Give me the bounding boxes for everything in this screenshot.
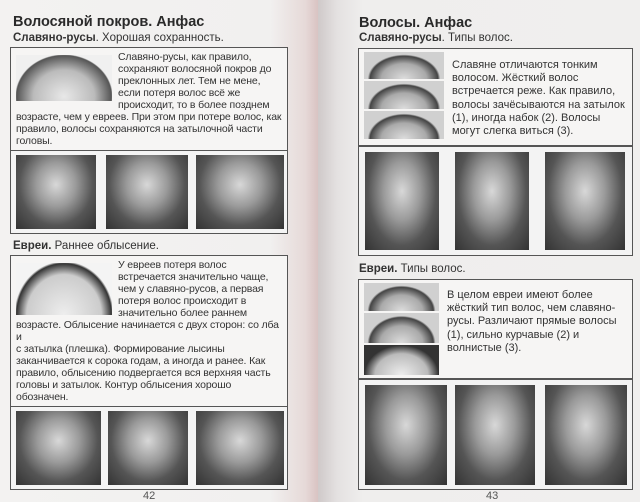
section-desc: . Типы волос. bbox=[441, 32, 513, 44]
photo-row bbox=[10, 407, 288, 490]
body-text: с затылка (плешка). Формирование лысины заканчивается к сорока годам, а иногда и ранее. Как правило, облысению подвергается вся верхняя часть головы и затылок. Контур облысения хорошо обозначен. bbox=[16, 343, 271, 403]
head-illustration bbox=[16, 263, 112, 315]
left-page bbox=[0, 0, 318, 502]
page-number: 42 bbox=[143, 490, 156, 502]
body-text: Славяно-русы, как правило, сохраняют волосяной покров до преклонных лет. Тем не мене, если потеря волос всё же происходит, то в более позднем bbox=[118, 51, 272, 111]
section-desc: Раннее облысение. bbox=[51, 240, 159, 252]
page-number: 43 bbox=[486, 490, 499, 502]
portrait-photo bbox=[365, 152, 439, 250]
right-page bbox=[318, 0, 640, 502]
portrait-photo bbox=[545, 385, 627, 485]
portrait-photo bbox=[106, 155, 188, 229]
body-text: У евреев потеря волос встречается значительно чаще, чем у славяно-русов, а первая потеря волос происходит в значительно более раннем возрасте. Облысение начинается с двух сторон: со лба и bbox=[16, 259, 279, 343]
portrait-photo bbox=[196, 155, 284, 229]
portrait-photo bbox=[365, 385, 447, 485]
section-heading bbox=[359, 32, 513, 44]
photo-row bbox=[10, 151, 288, 234]
text-box bbox=[10, 255, 288, 407]
portrait-photo bbox=[545, 152, 625, 250]
left-page-content bbox=[10, 14, 288, 490]
section-label: Евреи. bbox=[359, 263, 398, 275]
section-label: Славяно-русы bbox=[13, 32, 96, 44]
section-desc: Типы волос. bbox=[397, 263, 466, 275]
body-text: В целом евреи имеют более жёсткий тип волос, чем славяно-русы. Различают прямые волосы (1), сильно курчавые (2) и волнистые (3). bbox=[447, 289, 617, 354]
hair-illustration bbox=[364, 283, 439, 311]
text-box bbox=[358, 48, 633, 146]
section-label: Евреи. bbox=[13, 240, 52, 252]
portrait-photo bbox=[196, 411, 284, 485]
portrait-photo bbox=[16, 411, 101, 485]
hair-illustration bbox=[364, 111, 444, 139]
hair-illustration bbox=[364, 313, 439, 343]
portrait-photo bbox=[108, 411, 188, 485]
page-title: Волосяной покров. Анфас bbox=[13, 14, 205, 30]
hair-type-illustrations bbox=[364, 283, 439, 377]
hair-illustration bbox=[364, 52, 444, 79]
text-box bbox=[358, 279, 633, 379]
text-box bbox=[10, 47, 288, 151]
hair-type-illustrations bbox=[364, 52, 444, 141]
section-label: Славяно-русы bbox=[359, 32, 442, 44]
portrait-photo bbox=[16, 155, 96, 229]
section-desc: . Хорошая сохранность. bbox=[95, 32, 224, 44]
hair-illustration bbox=[364, 345, 439, 375]
section-heading bbox=[359, 263, 466, 275]
section-heading bbox=[13, 240, 288, 252]
body-text: возрасте, чем у евреев. При этом при потере волос, как правило, волосы сохраняются на затылочной части головы. bbox=[16, 111, 282, 147]
page-title: Волосы. Анфас bbox=[359, 15, 473, 31]
portrait-photo bbox=[455, 152, 529, 250]
portrait-photo bbox=[455, 385, 535, 485]
hair-illustration bbox=[364, 81, 444, 109]
body-text: Славяне отличаются тонким волосом. Жёсткий волос встречается реже. Как правило, волосы зачёсываются на затылок (1), иногда набок (2). Волосы могут слегка виться (3). bbox=[452, 59, 625, 138]
photo-row bbox=[358, 379, 633, 490]
photo-row bbox=[358, 146, 633, 256]
section-heading bbox=[13, 32, 288, 44]
head-illustration bbox=[16, 55, 112, 101]
